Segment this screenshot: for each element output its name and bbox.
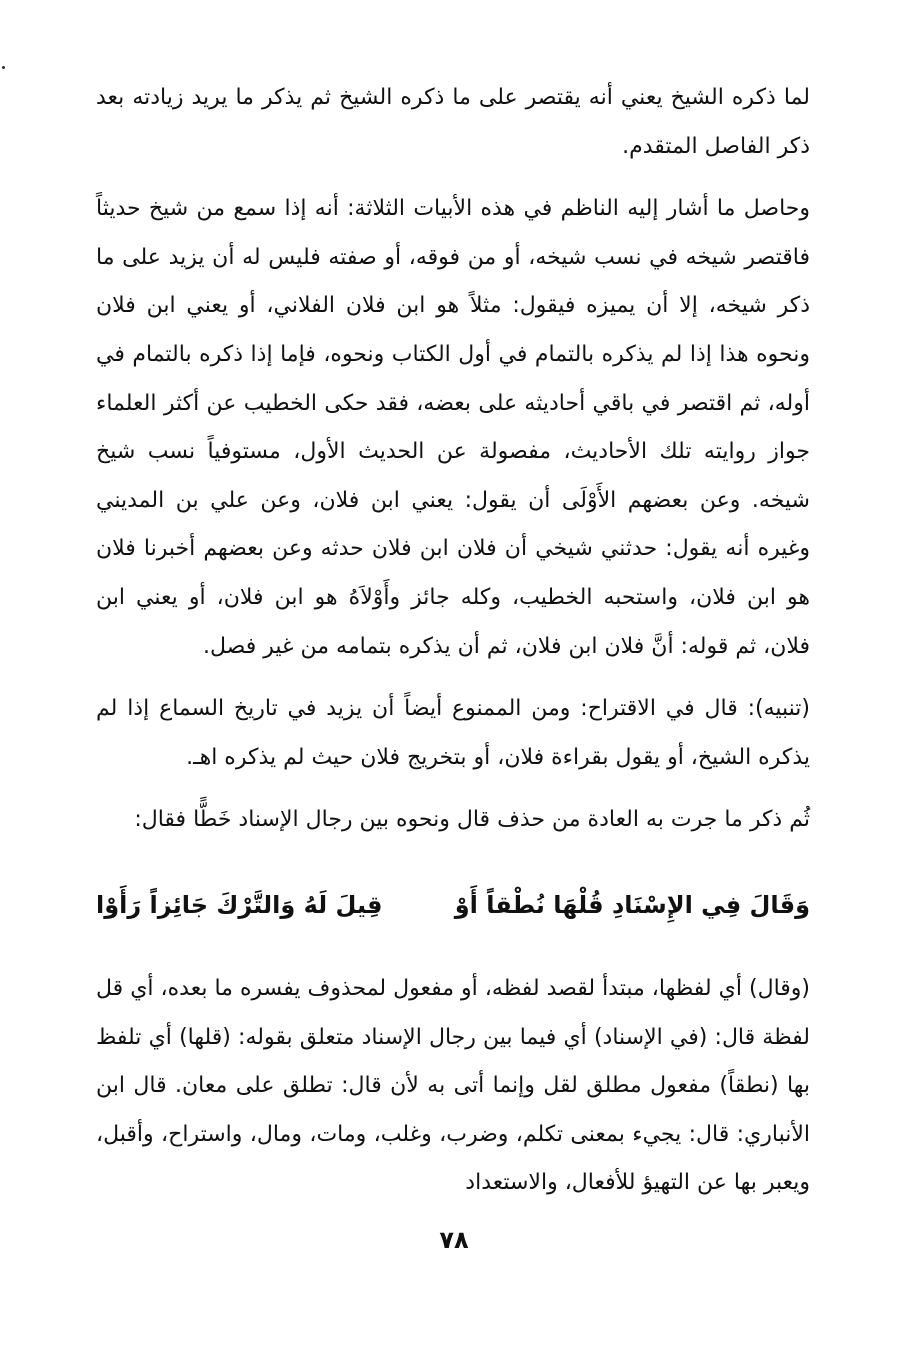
paragraph-summary: وحاصل ما أشار إليه الناظم في هذه الأبيات الثلاثة: أنه إذا سمع من شيخ حديثاً فاقتصر شيخه في نسب شيخه، أو من فوقه، أو صفته فليس له أن يزيد على ما ذكر شيخه، إلا أن يميزه فيقول: مثلاً هو ابن فلان الفلاني، أو يعني ابن فلان ونحوه هذا إذا لم يذكره بالتمام في أول الكتاب ونحوه، فإما إذا ذكره بالتمام في أوله، ثم اقتصر في باقي أحاديثه على بعضه، فقد حكى الخطيب عن أكثر العلماء جواز روايته تلك الأحاديث، مفصولة عن الحديث الأول، مستوفياً نسب شيخ شيخه. وعن بعضهم الأَوْلَى أن يقول: يعني ابن فلان، وعن علي بن المديني وغيره أنه يقول: حدثني شيخي أن فلان ابن فلان حدثه وعن بعضهم أخبرنا فلان هو ابن فلان، واستحبه الخطيب، وكله جائز وأَوْلاَهُ هو ابن فلان، أو يعني ابن فلان، ثم قوله: أنَّ فلان ابن فلان، ثم أن يذكره بتمامه من غير فصل. [96, 196, 810, 659]
page-number: ٧٨ [439, 1226, 469, 1254]
paragraph-intro: لما ذكره الشيخ يعني أنه يقتصر على ما ذكره الشيخ ثم يذكر ما يريد زيادته بعد ذكر الفاصل المتقدم. [96, 85, 810, 159]
paragraph-note: (تنبيه): قال في الاقتراح: ومن الممنوع أيضاً أن يزيد في تاريخ السماع إذا لم يذكره الشيخ، أو يقول بقراءة فلان، أو بتخريج فلان حيث لم يذكره اهـ. [96, 696, 810, 770]
verse-first-hemistich: وَقَالَ فِي الإِسْنَادِ قُلْهَا نُطْقاً أَوْ [454, 890, 810, 919]
paragraph-transition: ثُم ذكر ما جرت به العادة من حذف قال ونحوه بين رجال الإسناد خَطًّا فقال: [134, 807, 810, 833]
margin-speck [2, 66, 5, 69]
paragraph-commentary: (وقال) أي لفظها، مبتدأ لقصد لفظه، أو مفعول لمحذوف يفسره ما بعده، أي قل لفظة قال: (في الإسناد) أي فيما بين رجال الإسناد متعلق بقوله: (قلها) أي تلفظ بها (نطقاً) مفعول مطلق لقل وإنما أتى به لأن قال: تطلق على معان. قال ابن الأنباري: قال: يجيء بمعنى تكلم، وضرب، وغلب، ومات، ومال، واستراح، وأقبل، ويعبر بها عن التهيؤ للأفعال، والاستعداد [96, 975, 810, 1196]
verse-second-hemistich: قِيلَ لَهُ وَالتَّرْكَ جَائِزاً رَأَوْا [96, 890, 383, 919]
page-body [96, 74, 810, 1208]
poem-verse [96, 885, 810, 925]
